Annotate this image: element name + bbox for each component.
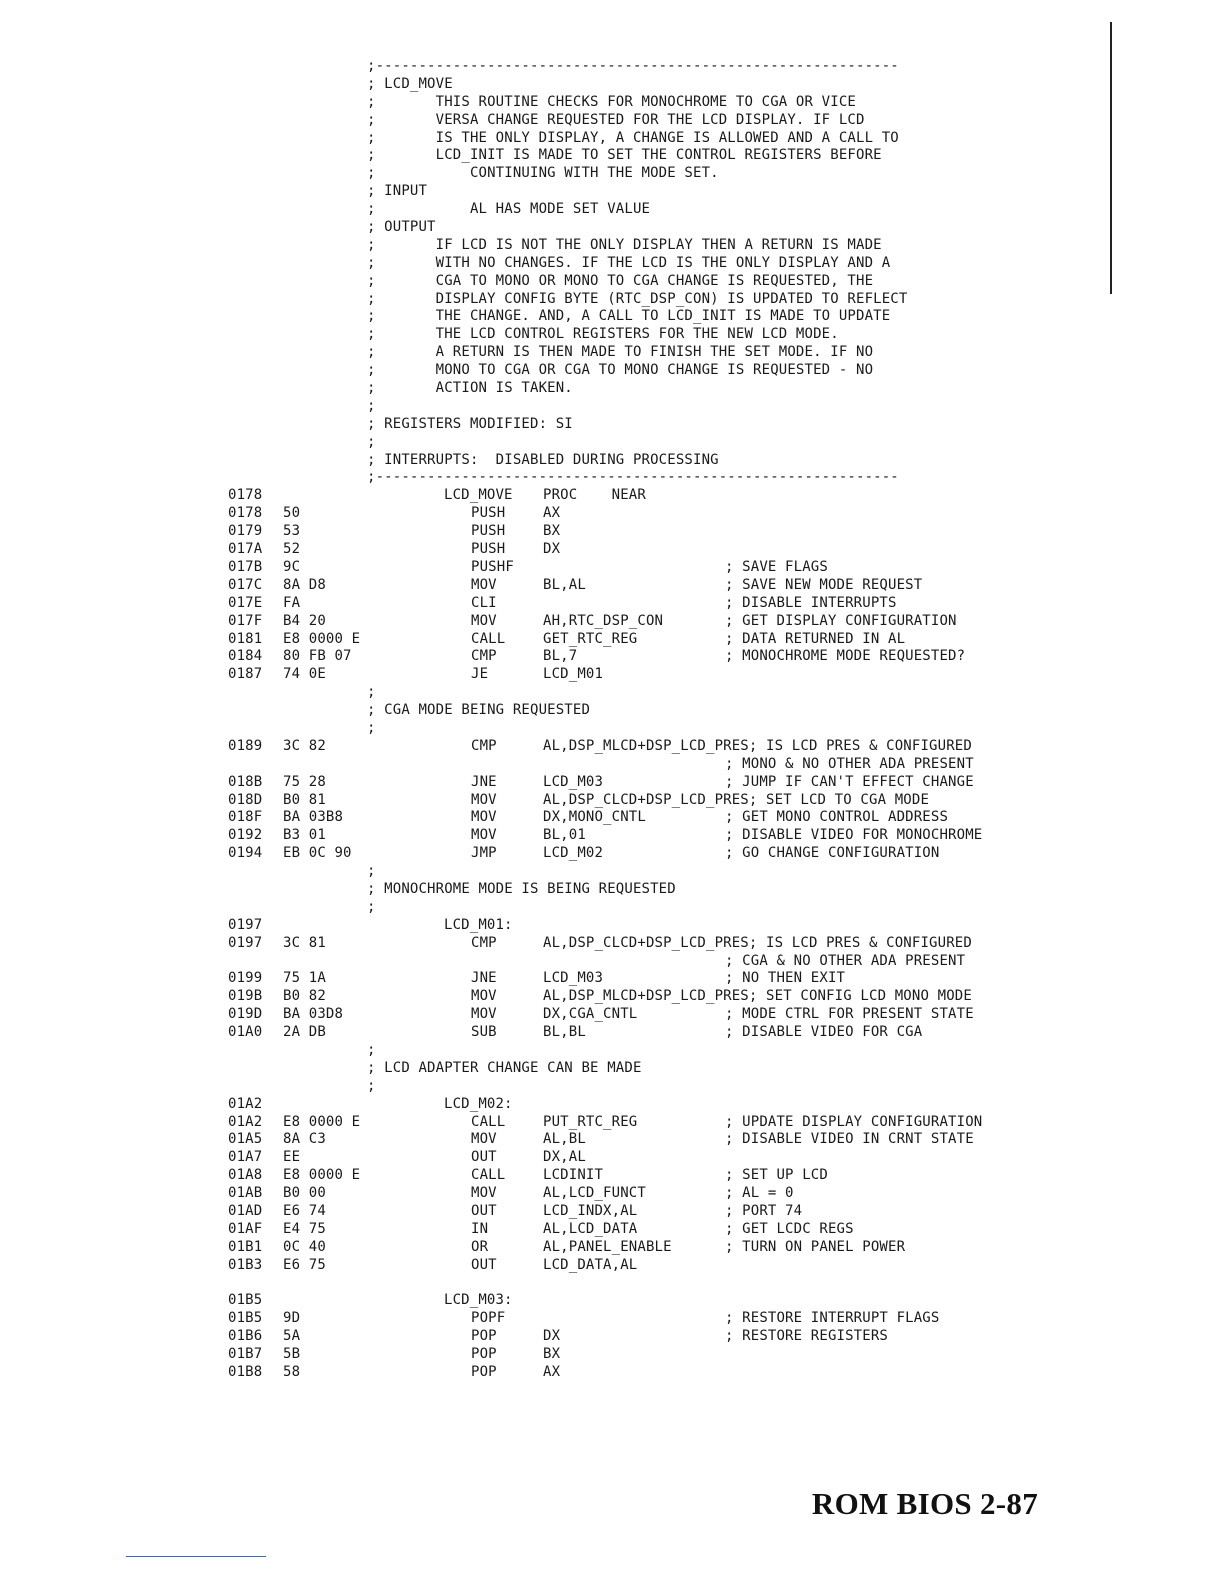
comment-text: ; INPUT [367, 183, 428, 200]
remark: ; DISABLE VIDEO FOR MONOCHROME [725, 827, 983, 844]
comment-text: ; MONO TO CGA OR CGA TO MONO CHANGE IS REQUESTED - NO [367, 362, 874, 379]
comment-text: ; REGISTERS MODIFIED: SI [367, 415, 573, 432]
machine-code: 5B [283, 1346, 301, 1363]
machine-code: EE [283, 1149, 301, 1166]
address: 01B3 [228, 1256, 263, 1273]
opcode: PUSH [471, 505, 506, 522]
opcode: IN [471, 1220, 489, 1237]
operand: AX [543, 1364, 561, 1381]
page-footer-title: ROM BIOS 2-87 [811, 1486, 1038, 1521]
opcode: MOV [471, 988, 497, 1005]
opcode: OUT [471, 1256, 497, 1273]
opcode: CMP [471, 934, 497, 951]
remark: ; DISABLE INTERRUPTS [725, 594, 897, 611]
operand: GET_RTC_REG [543, 630, 638, 647]
operand: BL,AL [543, 576, 586, 593]
opcode: POP [471, 1346, 497, 1363]
address: 01AD [228, 1203, 263, 1219]
machine-code: B3 01 [283, 827, 326, 844]
operand: DX,MONO_CNTL [543, 809, 646, 826]
machine-code: 8A C3 [283, 1131, 326, 1148]
operand: BX [543, 523, 561, 540]
remark: ; GET DISPLAY CONFIGURATION [725, 612, 957, 629]
address: 0181 [228, 630, 263, 647]
machine-code: 3C 82 [283, 737, 326, 754]
machine-code: E6 75 [283, 1256, 326, 1273]
machine-code: 50 [283, 505, 301, 522]
operand: BL,BL [543, 1024, 586, 1041]
address: 01B8 [228, 1364, 263, 1381]
address: 018D [228, 791, 263, 808]
address: 018B [228, 773, 263, 790]
opcode: JE [471, 666, 489, 683]
machine-code: EB 0C 90 [283, 845, 352, 862]
address: 01B5 [228, 1310, 263, 1327]
operand: LCD_M01 [543, 666, 604, 683]
remark: ; AL = 0 [725, 1185, 794, 1202]
opcode: MOV [471, 809, 497, 826]
comment-text: ; THE CHANGE. AND, A CALL TO LCD_INIT IS MADE TO UPDATE [367, 308, 891, 325]
operand: AL,LCD_FUNCT [543, 1185, 646, 1202]
machine-code: 75 1A [283, 970, 326, 987]
remark: ; GO CHANGE CONFIGURATION [725, 845, 940, 862]
address: 017E [228, 594, 263, 611]
remark: ; RESTORE INTERRUPT FLAGS [725, 1310, 940, 1327]
address: 0179 [228, 523, 263, 540]
remark: ; DATA RETURNED IN AL [725, 630, 906, 647]
comment-text: ; INTERRUPTS: DISABLED DURING PROCESSING [367, 451, 719, 468]
operand: DX,AL [543, 1149, 586, 1166]
address: 0178 [228, 487, 263, 504]
address: 01B5 [228, 1292, 263, 1309]
operand: LCD_DATA,AL [543, 1256, 638, 1273]
opcode: MOV [471, 1185, 497, 1202]
address: 019B [228, 988, 263, 1005]
machine-code: B0 82 [283, 988, 326, 1005]
comment-text: ; [367, 719, 376, 736]
address: 0199 [228, 970, 263, 987]
machine-code: 8A D8 [283, 576, 326, 593]
operand: BX [543, 1346, 561, 1363]
comment-text: ; [367, 898, 376, 915]
address: 01B1 [228, 1238, 263, 1255]
opcode: MOV [471, 1006, 497, 1023]
footnote-rule [126, 1556, 266, 1557]
comment-text: ; CGA TO MONO OR MONO TO CGA CHANGE IS REQUESTED, THE [367, 272, 874, 289]
address: 019D [228, 1006, 263, 1023]
machine-code: 52 [283, 541, 301, 558]
comment-text: ; THIS ROUTINE CHECKS FOR MONOCHROME TO CGA OR VICE [367, 93, 856, 110]
margin-rule [1110, 22, 1112, 294]
comment-text: ; IS THE ONLY DISPLAY, A CHANGE IS ALLOWED AND A CALL TO [367, 129, 899, 146]
opcode: OR [471, 1238, 489, 1255]
operand: BL,7 [543, 648, 578, 665]
address: 017B [228, 558, 263, 575]
opcode: CMP [471, 648, 497, 665]
operand: DX [543, 1328, 561, 1345]
machine-code: B0 81 [283, 791, 326, 808]
operand: DX,CGA_CNTL [543, 1006, 638, 1023]
address: 01B6 [228, 1328, 263, 1345]
operand: AL,DSP_CLCD+DSP_LCD_PRES; SET LCD TO CGA MODE [543, 791, 930, 808]
machine-code: B4 20 [283, 612, 326, 629]
remark: ; SAVE FLAGS [725, 558, 828, 575]
remark: ; GET LCDC REGS [725, 1220, 854, 1237]
machine-code: 3C 81 [283, 934, 326, 951]
opcode: MOV [471, 1131, 497, 1148]
comment-text: ; ACTION IS TAKEN. [367, 380, 573, 397]
remark: ; DISABLE VIDEO IN CRNT STATE [725, 1131, 974, 1148]
opcode: POP [471, 1364, 497, 1381]
machine-code: 0C 40 [283, 1238, 326, 1255]
comment-text: ; CONTINUING WITH THE MODE SET. [367, 165, 719, 182]
address: 0197 [228, 934, 263, 951]
comment-text: ; [367, 1041, 376, 1058]
machine-code: 80 FB 07 [283, 648, 352, 665]
comment-text: ; VERSA CHANGE REQUESTED FOR THE LCD DISPLAY. IF LCD [367, 111, 865, 128]
remark: ; UPDATE DISPLAY CONFIGURATION [725, 1113, 983, 1130]
opcode: MOV [471, 612, 497, 629]
operand: LCD_INDX,AL [543, 1203, 638, 1219]
opcode: CMP [471, 737, 497, 754]
machine-code: 5A [283, 1328, 301, 1345]
operand: AX [543, 505, 561, 522]
comment-text: ; [367, 863, 376, 880]
machine-code: E6 74 [283, 1203, 326, 1219]
comment-text: ; AL HAS MODE SET VALUE [367, 201, 651, 218]
operand: LCD_M03 [543, 773, 604, 790]
address: 01A2 [228, 1095, 263, 1112]
operand: PUT_RTC_REG [543, 1113, 638, 1130]
comment-text: ; IF LCD IS NOT THE ONLY DISPLAY THEN A RETURN IS MADE [367, 236, 882, 253]
operand: AH,RTC_DSP_CON [543, 612, 664, 629]
remark: ; MODE CTRL FOR PRESENT STATE [725, 1006, 974, 1023]
address: 01A2 [228, 1113, 263, 1130]
label: LCD_MOVE [444, 487, 513, 504]
remark: ; CGA & NO OTHER ADA PRESENT [725, 952, 966, 969]
machine-code: 75 28 [283, 773, 326, 790]
comment-text: ; [367, 1077, 376, 1094]
opcode: MOV [471, 576, 497, 593]
machine-code: E8 0000 E [283, 630, 361, 647]
operand: LCD_M02 [543, 845, 604, 862]
remark: ; MONOCHROME MODE REQUESTED? [725, 648, 966, 665]
opcode: OUT [471, 1203, 497, 1219]
address: 01A0 [228, 1024, 263, 1041]
comment-text: ; A RETURN IS THEN MADE TO FINISH THE SET MODE. IF NO [367, 344, 874, 361]
comment-text: ; OUTPUT [367, 219, 436, 236]
address: 0184 [228, 648, 263, 665]
opcode: JMP [471, 845, 497, 862]
opcode: CALL [471, 1113, 506, 1130]
machine-code: BA 03B8 [283, 809, 344, 826]
opcode: CLI [471, 594, 497, 611]
remark: ; TURN ON PANEL POWER [725, 1238, 906, 1255]
address: 0187 [228, 666, 263, 683]
address: 01A5 [228, 1131, 263, 1148]
comment-text: ; LCD_MOVE [367, 75, 453, 92]
operand: LCDINIT [543, 1167, 604, 1184]
comment-text: ; DISPLAY CONFIG BYTE (RTC_DSP_CON) IS UPDATED TO REFLECT [367, 290, 908, 307]
address: 01A8 [228, 1167, 263, 1184]
opcode: PUSH [471, 523, 506, 540]
comment-text: ;------------------------------------------------------------- [367, 58, 899, 74]
label: LCD_M01: [444, 916, 513, 933]
operand: AL,BL [543, 1131, 586, 1148]
address: 017F [228, 612, 263, 629]
address: 018F [228, 809, 263, 826]
operand: BL,01 [543, 827, 586, 844]
machine-code: 9C [283, 558, 301, 575]
machine-code: BA 03D8 [283, 1006, 344, 1023]
operand: LCD_M03 [543, 970, 604, 987]
remark: ; DISABLE VIDEO FOR CGA [725, 1024, 923, 1041]
comment-text: ; [367, 684, 376, 701]
operand: AL,DSP_MLCD+DSP_LCD_PRES; SET CONFIG LCD MONO MODE [543, 988, 972, 1005]
address: 01AF [228, 1220, 263, 1237]
opcode: POP [471, 1328, 497, 1345]
machine-code: 53 [283, 523, 301, 540]
comment-text: ; MONOCHROME MODE IS BEING REQUESTED [367, 880, 676, 897]
remark: ; JUMP IF CAN'T EFFECT CHANGE [725, 773, 974, 790]
comment-text: ; WITH NO CHANGES. IF THE LCD IS THE ONLY DISPLAY AND A [367, 254, 891, 271]
comment-text: ; THE LCD CONTROL REGISTERS FOR THE NEW LCD MODE. [367, 326, 839, 343]
machine-code: 58 [283, 1364, 301, 1381]
comment-text: ; CGA MODE BEING REQUESTED [367, 702, 591, 719]
operand: AL,LCD_DATA [543, 1220, 638, 1237]
opcode: MOV [471, 827, 497, 844]
address: 01B7 [228, 1346, 263, 1363]
address: 0189 [228, 737, 263, 754]
machine-code: E4 75 [283, 1220, 326, 1237]
remark: ; GET MONO CONTROL ADDRESS [725, 809, 949, 826]
opcode: MOV [471, 791, 497, 808]
operand: DX [543, 541, 561, 558]
comment-text: ; LCD_INIT IS MADE TO SET THE CONTROL REGISTERS BEFORE [367, 147, 882, 164]
opcode: SUB [471, 1024, 497, 1041]
address: 01AB [228, 1185, 263, 1202]
operand: PROC NEAR [543, 487, 646, 504]
address: 01A7 [228, 1149, 263, 1166]
comment-text: ;------------------------------------------------------------- [367, 469, 899, 486]
opcode: POPF [471, 1310, 506, 1327]
remark: ; SET UP LCD [725, 1167, 828, 1184]
comment-text: ; [367, 397, 376, 414]
address: 017A [228, 541, 263, 558]
machine-code: B0 00 [283, 1185, 326, 1202]
opcode: PUSHF [471, 558, 514, 575]
address: 0194 [228, 845, 263, 862]
opcode: PUSH [471, 541, 506, 558]
machine-code: E8 0000 E [283, 1113, 361, 1130]
opcode: JNE [471, 773, 497, 790]
machine-code: 9D [283, 1310, 301, 1327]
machine-code: 2A DB [283, 1024, 326, 1041]
machine-code: FA [283, 594, 301, 611]
machine-code: E8 0000 E [283, 1167, 361, 1184]
operand: AL,PANEL_ENABLE [543, 1238, 672, 1255]
remark: ; RESTORE REGISTERS [725, 1328, 888, 1345]
remark: ; MONO & NO OTHER ADA PRESENT [725, 755, 974, 772]
address: 017C [228, 576, 263, 593]
address: 0197 [228, 916, 263, 933]
operand: AL,DSP_CLCD+DSP_LCD_PRES; IS LCD PRES & CONFIGURED [543, 934, 972, 951]
opcode: CALL [471, 1167, 506, 1184]
label: LCD_M03: [444, 1292, 513, 1309]
opcode: CALL [471, 630, 506, 647]
operand: AL,DSP_MLCD+DSP_LCD_PRES; IS LCD PRES & CONFIGURED [543, 737, 972, 754]
opcode: JNE [471, 970, 497, 987]
address: 0192 [228, 827, 263, 844]
remark: ; SAVE NEW MODE REQUEST [725, 576, 923, 593]
label: LCD_M02: [444, 1095, 513, 1112]
remark: ; PORT 74 [725, 1203, 803, 1219]
comment-text: ; [367, 433, 376, 450]
opcode: OUT [471, 1149, 497, 1166]
address: 0178 [228, 505, 263, 522]
comment-text: ; LCD ADAPTER CHANGE CAN BE MADE [367, 1059, 642, 1076]
machine-code: 74 0E [283, 666, 326, 683]
remark: ; NO THEN EXIT [725, 970, 846, 987]
